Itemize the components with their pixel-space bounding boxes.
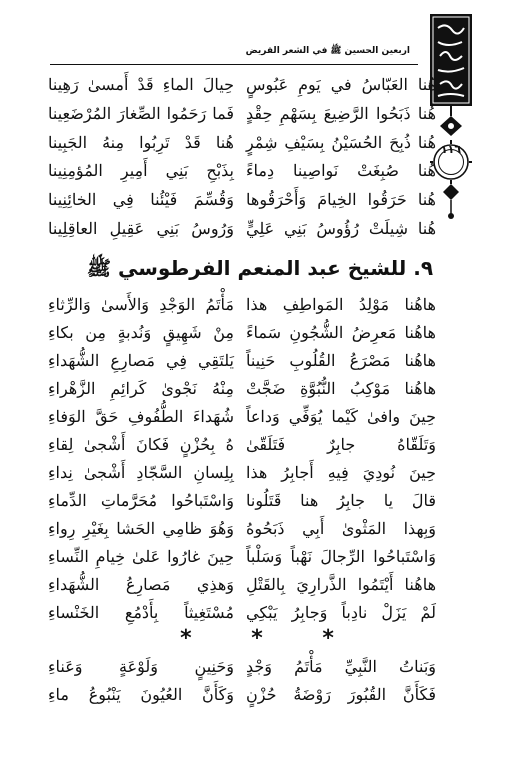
verse-right: وَاسْتَباحُوا الرِّجالَ نَهْباً وَسَلْباً	[246, 547, 436, 566]
verse-right: وَتَلَقّاهُ جابِرٌ فَتَلَقّىٰ	[246, 435, 436, 454]
verse-left: وَحَنِينٍ وَلَوْعَةٍ وَعَناءِ	[48, 657, 234, 676]
verse-left: هُنا قَدْ تَرِبُوا مِنهُ الجَبِينا	[48, 133, 234, 152]
verse-right: حِينَ وافىٰ كَيْما يُوَفِّي وَداعاً	[246, 407, 436, 426]
verse-left: وَقُسِّمَ فَيْئُنا فِي الخائِنِينا	[48, 190, 234, 209]
verse-left: شُهَداءَ الطُّفُوفِ حَقَّ الوَفاءِ	[48, 407, 234, 426]
verse-left: بِلِسانِ السَّجّادِ أَشْجىٰ نِداءِ	[48, 463, 234, 482]
verse-right: هُنا حَرَقُوا الخِيامَ وَأَحْرَقُوها	[246, 190, 436, 209]
page-number: ١١٦	[440, 143, 462, 156]
verse-left: يَلتَقِي فِي مَصارِعِ الشُّهَداءِ	[48, 351, 234, 370]
verse-left: وَكَأَنَّ العُيُونَ يَنْبُوعُ ماءِ	[48, 685, 234, 704]
verse-left: وَرُوسُ بَنِي عَقِيلِ العاقِلِينا	[48, 219, 234, 238]
header-divider	[50, 64, 418, 65]
verse-left: بِذَبْحِ بَنِي أَمِيرِ المُؤمِنِينا	[48, 161, 234, 180]
verse-left: مَأْتَمُ الوَجْدِ وَالأَسىٰ وَالرِّثاءِ	[48, 295, 234, 314]
verse-right: لَمْ يَزَلْ نادِباً وَجابِرُ يَبْكِي	[246, 603, 436, 622]
verse-left: وَاسْتَباحُوا مُحَرَّماتِ الدِّماءِ	[48, 491, 234, 510]
verse-right: هاهُنا مَعرِضُ الشُّجُونِ سَماءً	[246, 323, 436, 342]
verse-left: هُ بِحُزْنٍ فَكانَ أَشْجىٰ لِقاءِ	[48, 435, 234, 454]
verse-right: هُنا العَبّاسُ في يَومِ عَبُوسٍ	[246, 75, 436, 94]
verse-right: هاهُنا أَيْتَمُوا الذَّرارِيَ بِالقَتْلِ	[246, 575, 436, 594]
verse-left: وَهذِي مَصارِعُ الشُّهَداءِ	[48, 575, 234, 594]
verse-right: فَكَأَنَّ القُبُورَ رَوْضَةُ حُزْنٍ	[246, 685, 436, 704]
verse-right: هُنا صُبِغَتْ نَواصِينا دِماءً	[246, 161, 436, 180]
verse-right: هاهُنا مَوْكِبُ النُّبُوَّةِ ضَجَّتْ	[246, 379, 436, 398]
verse-right: وَبِهذا المَثْوىٰ أَبِي ذَبَحُوهُ	[246, 519, 436, 538]
verse-right: هاهُنا مَوْلِدُ المَواطِفِ هذا	[246, 295, 436, 314]
verse-right: وَبَناتُ النَّبِيِّ مَأْتَمُ وَجْدٍ	[246, 657, 436, 676]
verse-right: هُنا ذُبِحَ الحُسَيْنُ بِسَيْفِ شِمْرٍ	[246, 133, 436, 152]
stanza-separator: * * *	[180, 626, 360, 651]
verse-left: حِيالَ الماءِ قَدْ أَمسىٰ رَهِينا	[48, 75, 234, 94]
running-header-title: اربعين الحسين ﷺ في الشعر القريض	[245, 46, 410, 56]
verse-right: قالَ يا جابِرُ هنا قَتَلُونا	[246, 491, 436, 510]
verse-left: مِنْهُ نَجْوىٰ كَرائِمِ الزَّهْراءِ	[48, 379, 234, 398]
verse-left: وَهُوَ ظامِي الحَشا بِغَيْرِ رِواءِ	[48, 519, 234, 538]
verse-left: مِنْ شَهِيقٍ وَنُدبةٍ مِن بكاءِ	[48, 323, 234, 342]
verse-right: هُنا شِيلَتْ رُؤُوسُ بَنِي عَلِيٍّ	[246, 219, 436, 238]
verse-right: حِينَ نُودِيَ فِيهِ أَجابِرُ هذا	[246, 463, 436, 482]
verse-left: حِينَ غارُوا عَلىٰ خِيامِ النِّساءِ	[48, 547, 234, 566]
verse-left: فَما رَحَمُوا الصِّغارَ المُرْضَعِينا	[48, 104, 234, 123]
verse-right: هُنا ذَبَحُوا الرَّضِيعَ بِسَهْمِ حِقْدٍ	[246, 104, 436, 123]
section-heading: ٩. للشيخ عبد المنعم الفرطوسي ﷺ	[86, 256, 434, 280]
verse-right: هاهُنا مَصْرَعُ القُلُوبِ حَنِيناً	[246, 351, 436, 370]
verse-left: مُسْتَغِيثاً بِأَدْمُعِ الخَنْساءِ	[48, 603, 234, 622]
